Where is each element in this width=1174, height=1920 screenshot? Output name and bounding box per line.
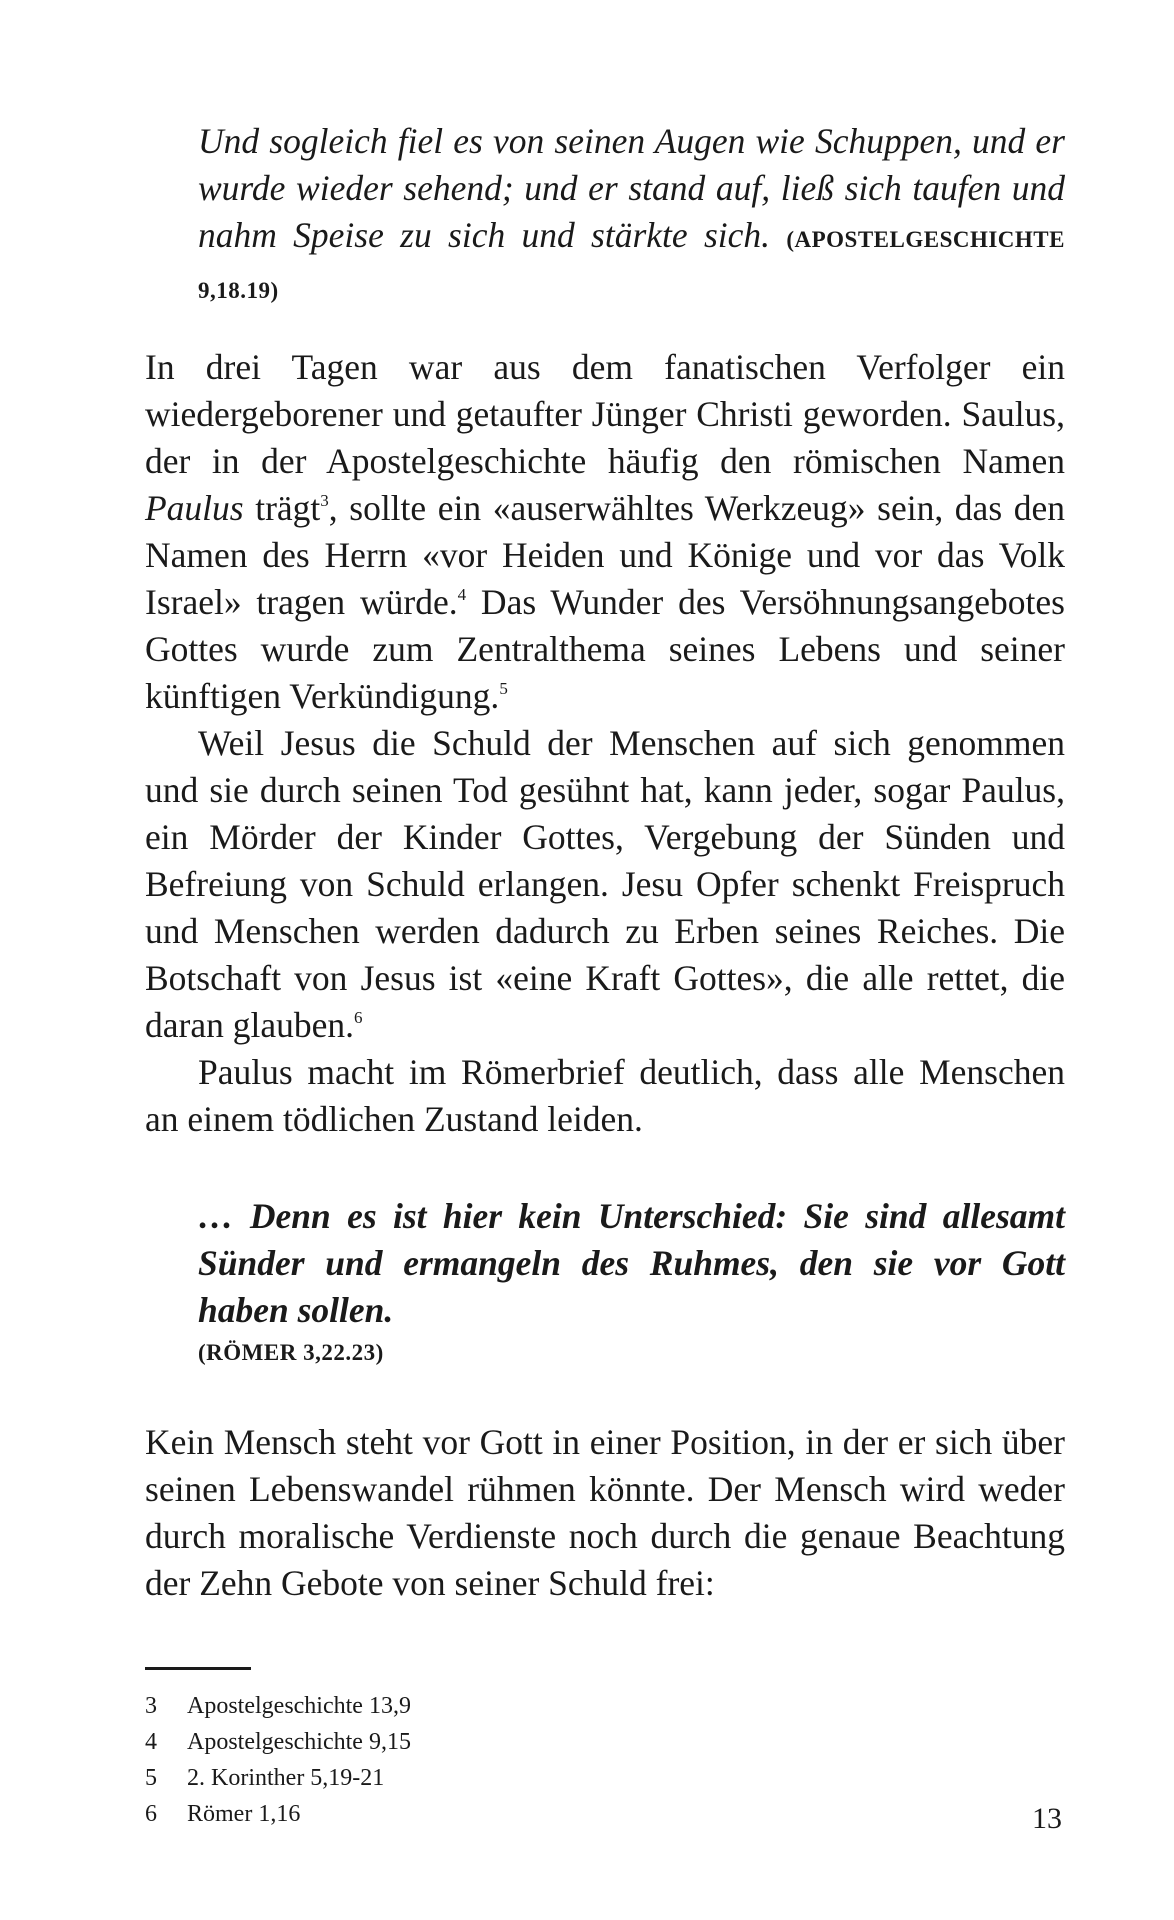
footnote-item bbox=[145, 1760, 1065, 1796]
quote-text: Und sogleich fiel es von seinen Augen wie Schuppen, und er wurde wieder sehend; und er stand auf, ließ sich taufen und nahm Speise zu sich und stärkte sich. bbox=[198, 121, 1065, 255]
bible-quote-romans bbox=[198, 1193, 1065, 1372]
paragraph-romans-intro bbox=[145, 1049, 1065, 1143]
footnote-number: 4 bbox=[145, 1729, 157, 1755]
quote-text: … Denn es ist hier kein Unterschied: Sie sind allesamt Sünder und ermangeln des Ruhmes, den sie vor Gott haben sollen. bbox=[198, 1196, 1065, 1330]
paragraph-conversion bbox=[145, 344, 1065, 720]
page-number: 13 bbox=[1032, 1802, 1062, 1835]
footnote-marker: 4 bbox=[457, 585, 467, 604]
footnote-number: 6 bbox=[145, 1801, 157, 1827]
footnote-item bbox=[145, 1688, 1065, 1724]
footnote-marker: 3 bbox=[320, 491, 329, 510]
footnote-marker: 5 bbox=[499, 679, 508, 698]
paragraph-text: trägt bbox=[243, 488, 321, 528]
quote-reference: (APOSTELGESCHICHTE 9,18.19) bbox=[198, 227, 1065, 303]
footnote-divider bbox=[145, 1667, 251, 1670]
paragraph-text: In drei Tagen war aus dem fanatischen Verfolger ein wiedergeborener und getaufter Jünger Christi geworden. Saulus, der in der Apostelgeschichte häufig den römischen Namen bbox=[145, 347, 1065, 481]
footnote-number: 3 bbox=[145, 1693, 157, 1719]
footnote-text: Apostelgeschichte 13,9 bbox=[187, 1693, 411, 1719]
paragraph-text: Kein Mensch steht vor Gott in einer Position, in der er sich über seinen Lebenswandel rühmen könnte. Der Mensch wird weder durch moralische Verdienste noch durch die genaue Beachtung der Zehn Gebote von seiner Schuld frei: bbox=[145, 1422, 1065, 1603]
bible-quote-acts bbox=[198, 118, 1065, 314]
footnote-text: 2. Korinther 5,19-21 bbox=[187, 1765, 385, 1791]
paragraph-text: Weil Jesus die Schuld der Menschen auf sich genommen und sie durch seinen Tod gesühnt hat, kann jeder, sogar Paulus, ein Mörder der Kinder Gottes, Vergebung der Sünden und Befreiung von Schuld erlangen. Jesu Opfer schenkt Freispruch und Menschen werden dadurch zu Erben seines Reiches. Die Botschaft von Jesus ist «eine Kraft Gottes», die alle rettet, die daran glauben. bbox=[145, 723, 1065, 1045]
page-content bbox=[145, 118, 1065, 1832]
paragraph-forgiveness bbox=[145, 720, 1065, 1049]
paragraph-no-merit bbox=[145, 1419, 1065, 1607]
footnote-item bbox=[145, 1796, 1065, 1832]
footnote-text: Apostelgeschichte 9,15 bbox=[187, 1729, 411, 1755]
quote-reference: (RÖMER 3,22.23) bbox=[198, 1340, 384, 1365]
footnote-number: 5 bbox=[145, 1765, 157, 1791]
footnote-marker: 6 bbox=[353, 1008, 363, 1027]
paragraph-text: Paulus macht im Römerbrief deutlich, dass alle Menschen an einem tödlichen Zustand leiden. bbox=[145, 1052, 1065, 1139]
italic-name: Paulus bbox=[145, 488, 244, 528]
footnote-item bbox=[145, 1724, 1065, 1760]
paragraph-text: , sollte ein «auserwähltes Werkzeug» sein, das den Namen des Herrn «vor Heiden und Könige und vor das Volk Israel» tragen würde. bbox=[145, 488, 1065, 622]
paragraph-text: Das Wunder des Versöhnungsangebotes Gottes wurde zum Zentralthema seines Lebens und seiner künftigen Verkündigung. bbox=[145, 582, 1065, 716]
footnotes-list bbox=[145, 1688, 1065, 1832]
footnote-text: Römer 1,16 bbox=[187, 1801, 301, 1827]
